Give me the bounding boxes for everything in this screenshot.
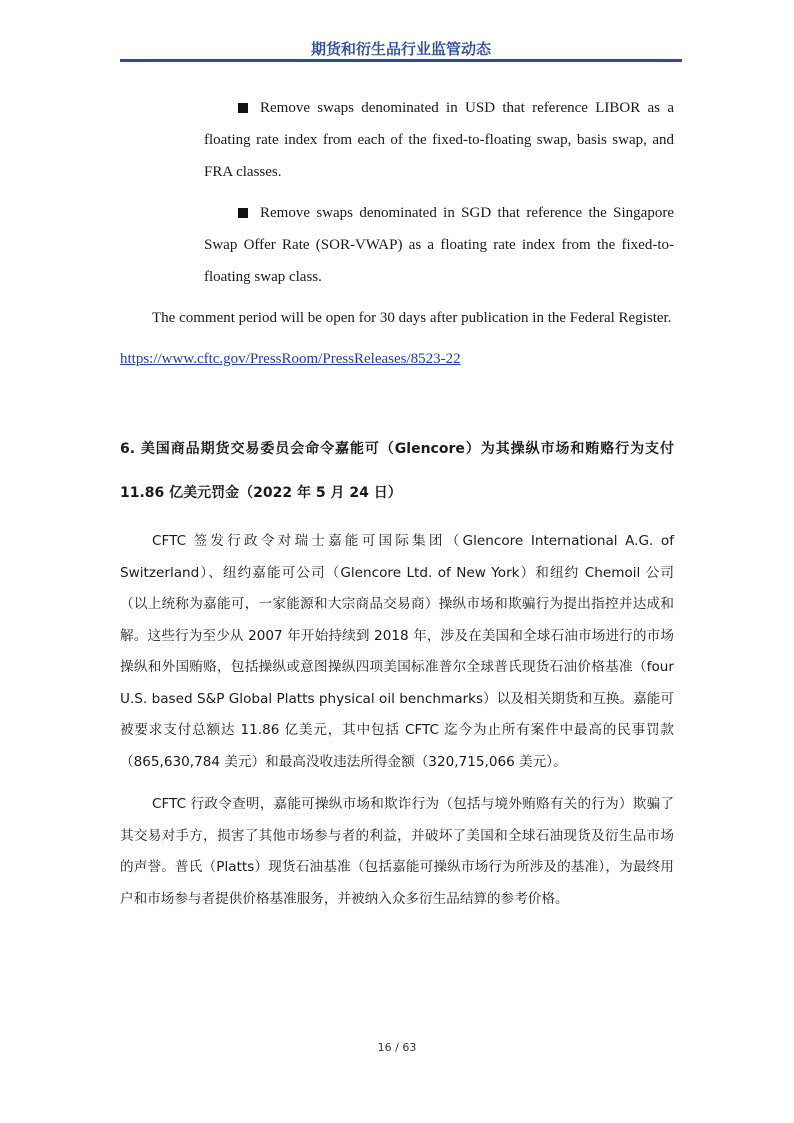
bullet-item bbox=[204, 197, 674, 293]
bullet-text: Remove swaps denominated in SGD that reference the Singapore Swap Offer Rate (SOR-VWAP) as a floating rate index from the fixed-to-floating swap class. bbox=[204, 205, 674, 285]
comment-paragraph: The comment period will be open for 30 days after publication in the Federal Register. bbox=[152, 310, 672, 326]
press-release-link[interactable]: https://www.cftc.gov/PressRoom/PressReleases/8523-22 bbox=[120, 351, 461, 367]
bullet-item bbox=[204, 92, 674, 188]
page-number: 16 / 63 bbox=[377, 1041, 417, 1054]
bullet-text: Remove swaps denominated in USD that reference LIBOR as a floating rate index from each of the fixed-to-floating swap, basis swap, and FRA classes. bbox=[204, 100, 674, 180]
body-paragraph: CFTC 签发行政令对瑞士嘉能可国际集团（Glencore International A.G. of Switzerland）、纽约嘉能可公司（Glencore Ltd. of New York）和纽约 Chemoil 公司（以上统称为嘉能可，一家能源和大宗商品交易商）操纵市场和欺骗行为提出指控并达成和解。这些行为至少从 2007 年开始持续到 2018 年，涉及在美国和全球石油市场进行的市场操纵和外国贿赂，包括操纵或意图操纵四项美国标准普尔全球普氏现货石油价格基准（four U.S. based S&P Global Platts physical oil benchmarks）以及相关期货和互换。嘉能可被要求支付总额达 11.86 亿美元，其中包括 CFTC 迄今为止所有案件中最高的民事罚款（865,630,784 美元）和最高没收违法所得金额（320,715,066 美元）。 bbox=[120, 533, 674, 770]
section-title: 6. 美国商品期货交易委员会命令嘉能可（Glencore）为其操纵市场和贿赂行为支付 11.86 亿美元罚金（2022 年 5 月 24 日） bbox=[120, 441, 674, 501]
page-content bbox=[120, 92, 674, 915]
header-rule bbox=[120, 59, 682, 62]
header-title: 期货和衍生品行业监管动态 bbox=[310, 40, 491, 58]
body-paragraph: CFTC 行政令查明，嘉能可操纵市场和欺诈行为（包括与境外贿赂有关的行为）欺骗了其交易对手方，损害了其他市场参与者的利益，并破坏了美国和全球石油现货及衍生品市场的声誉。普氏（Platts）现货石油基准（包括嘉能可操纵市场行为所涉及的基准），为最终用户和市场参与者提供价格基准服务，并被纳入众多衍生品结算的参考价格。 bbox=[120, 796, 674, 907]
square-bullet-icon bbox=[238, 103, 248, 113]
square-bullet-icon bbox=[238, 208, 248, 218]
